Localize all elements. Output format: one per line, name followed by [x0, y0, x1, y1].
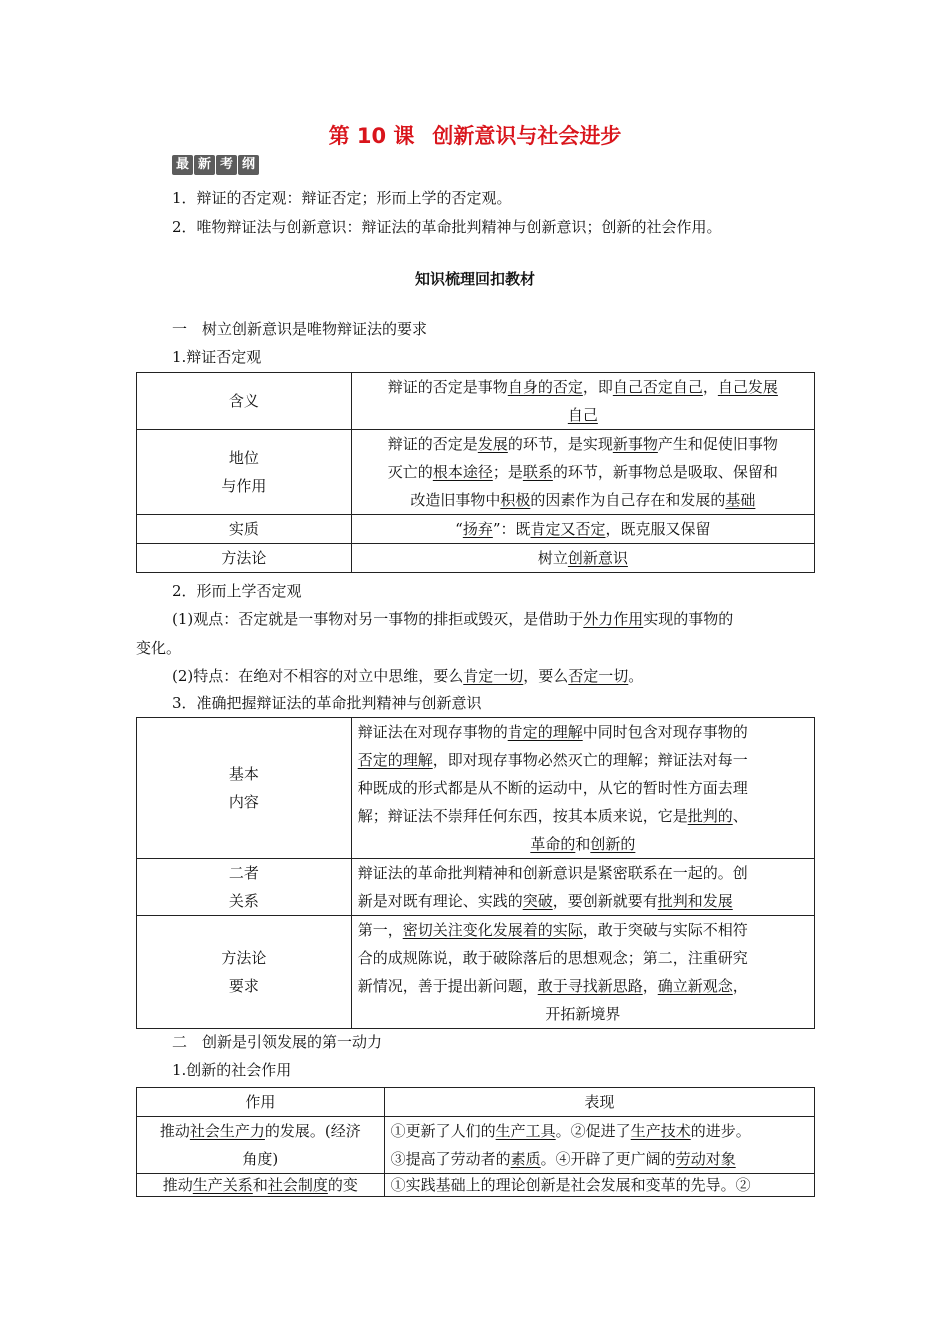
table-cell: 辩证的否定是事物自身的否定，即自己否定自己，自己发展 自己	[351, 373, 814, 430]
table-cell: ①实践基础上的理论创新是社会发展和变革的先导。②	[384, 1174, 814, 1197]
table-row	[137, 718, 815, 859]
badge-char: 考	[216, 155, 237, 175]
subheading: 2．形而上学否定观	[172, 582, 302, 600]
lesson-number: 第 10 课	[328, 124, 415, 148]
row-label: 方法论	[137, 544, 352, 573]
table-row	[137, 373, 815, 430]
subheading: 3．准确把握辩证法的革命批判精神与创新意识	[172, 694, 482, 712]
row-label: 含义	[137, 373, 352, 430]
section-heading: 知识梳理回扣教材	[414, 270, 535, 288]
outline-item: 2．唯物辩证法与创新意识：辩证法的革命批判精神与创新意识；创新的社会作用。	[172, 218, 722, 236]
syllabus-badge	[172, 155, 259, 175]
table-cell: 辩证法在对现存事物的肯定的理解中同时包含对现存事物的 否定的理解，即对现存事物必然灭亡的理解；辩证法对每一 种既成的形式都是从不断的运动中，从它的暂时性方面去理 解；辩证法不崇拜任何东西，按其本质来说，它是批判的、 革命的和创新的	[351, 718, 814, 859]
table-row	[137, 1117, 815, 1174]
table-row	[137, 430, 815, 515]
table-row	[137, 916, 815, 1029]
table-cell: 辩证的否定是发展的环节，是实现新事物产生和促使旧事物 灭亡的根本途径；是联系的环节，新事物总是吸取、保留和 改造旧事物中积极的因素作为自己存在和发展的基础	[351, 430, 814, 515]
paragraph-feature: (2)特点：在绝对不相容的对立中思维，要么肯定一切，要么否定一切。	[172, 667, 644, 685]
critical-spirit-table	[136, 717, 815, 1029]
table-row	[137, 1174, 815, 1197]
badge-char: 新	[194, 155, 215, 175]
paragraph-viewpoint: (1)观点：否定就是一事物对另一事物的排拒或毁灭，是借助于外力作用实现的事物的 变化。	[136, 610, 734, 657]
table-row	[137, 544, 815, 573]
row-label: 实质	[137, 515, 352, 544]
row-label: 二者 关系	[137, 859, 352, 916]
row-label: 基本 内容	[137, 718, 352, 859]
dialectical-negation-table	[136, 372, 815, 573]
subheading: 1.辩证否定观	[172, 348, 262, 366]
table-cell: 树立创新意识	[351, 544, 814, 573]
part2-heading: 二 创新是引领发展的第一动力	[172, 1033, 383, 1051]
badge-char: 最	[172, 155, 193, 175]
table-cell: ①更新了人们的生产工具。②促进了生产技术的进步。 ③提高了劳动者的素质。④开辟了更广阔的劳动对象	[384, 1117, 814, 1174]
lesson-name: 创新意识与社会进步	[432, 124, 622, 148]
subheading: 1.创新的社会作用	[172, 1061, 292, 1079]
lesson-title	[0, 120, 950, 150]
row-label: 推动生产关系和社会制度的变	[137, 1174, 385, 1197]
column-header: 表现	[384, 1088, 814, 1117]
outline-item: 1．辩证的否定观：辩证否定；形而上学的否定观。	[172, 189, 512, 207]
table-header-row	[137, 1088, 815, 1117]
table-cell: 辩证法的革命批判精神和创新意识是紧密联系在一起的。创 新是对既有理论、实践的突破，要创新就要有批判和发展	[351, 859, 814, 916]
table-cell: “扬弃”：既肯定又否定，既克服又保留	[351, 515, 814, 544]
row-label: 推动社会生产力的发展。(经济 角度)	[137, 1117, 385, 1174]
column-header: 作用	[137, 1088, 385, 1117]
part1-heading: 一 树立创新意识是唯物辩证法的要求	[172, 320, 428, 338]
row-label: 方法论 要求	[137, 916, 352, 1029]
innovation-role-table	[136, 1087, 815, 1197]
badge-char: 纲	[238, 155, 259, 175]
table-cell: 第一，密切关注变化发展着的实际，敢于突破与实际不相符 合的成规陈说，敢于破除落后的思想观念；第二，注重研究 新情况，善于提出新问题，敢于寻找新思路，确立新观念， 开拓新境界	[351, 916, 814, 1029]
table-row	[137, 515, 815, 544]
row-label: 地位 与作用	[137, 430, 352, 515]
table-row	[137, 859, 815, 916]
